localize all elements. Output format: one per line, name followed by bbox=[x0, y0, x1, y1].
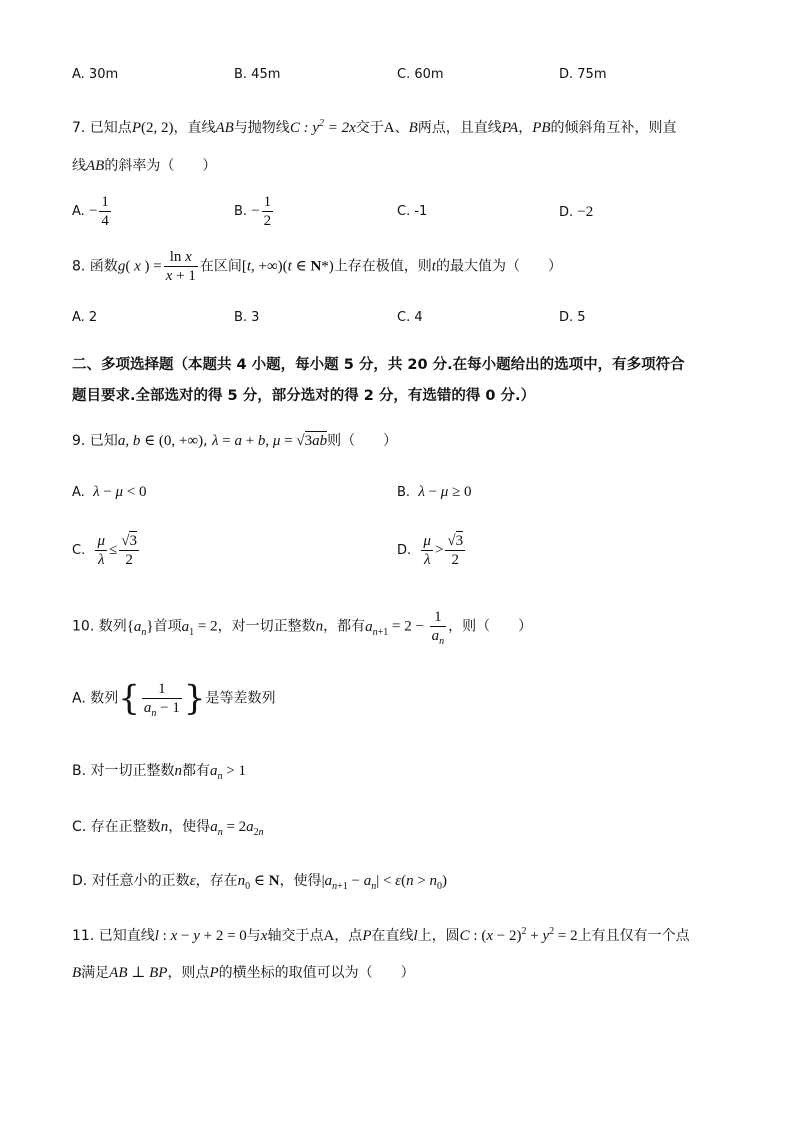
q7-option-c: C. -1 bbox=[397, 204, 428, 219]
q6-option-d: D. 75m bbox=[559, 67, 607, 82]
section-heading-line2: 题目要求.全部选对的得 5 分，部分选对的得 2 分，有选错的得 0 分.） bbox=[72, 388, 536, 404]
q9-option-d: D. $\frac{\mu}{\lambda}$ > $\frac{√3}{2}$ bbox=[397, 533, 464, 568]
q8-option-b: B. 3 bbox=[234, 310, 260, 325]
q7-option-b: B. − $\frac{1}{2}$ bbox=[234, 194, 272, 229]
q9-stem: 9. 已知a, b ∈ (0, +∞), λ = a + b, μ = √3ab则（ ） bbox=[72, 433, 398, 449]
q9-option-c: C. $\frac{\mu}{\lambda}$ ≤ $\frac{√3}{2}$ bbox=[72, 533, 137, 568]
q6-option-a: A. 30m bbox=[72, 67, 119, 82]
q11-stem-line2: B满足AB ⊥ BP，则点P的横坐标的取值可以为（ ） bbox=[72, 965, 415, 981]
q8-option-c: C. 4 bbox=[397, 310, 423, 325]
q11-stem-line1: 11. 已知直线l : x − y + 2 = 0与x轴交于点A，点P在直线l上，圆C : $(x - 2)^2 + y^2 = 2$上有且仅有一个点 bbox=[72, 926, 690, 944]
q10-option-c: C. 存在正整数n，使得$a_n = 2a_{2n}$ bbox=[72, 819, 264, 838]
q9-option-b: B. λ − μ ≥ 0 bbox=[397, 484, 472, 500]
q7-stem-line1: 7. 已知点P(2, 2)，直线AB与抛物线C : $y^2 = 2x$交于A、B两点，且直线PA，PB的倾斜角互补，则直 bbox=[72, 118, 677, 136]
section-heading-line1: 二、多项选择题（本题共 4 小题，每小题 5 分，共 20 分.在每小题给出的选项中，有多项符合 bbox=[72, 357, 685, 373]
q10-option-d: D. 对任意小的正数ε，存在$n_0$ ∈ N，使得$|a_{n+1} - a_n| < \varepsilon(n > n_0)$ bbox=[72, 873, 448, 892]
q8-stem: 8. 函数g( x ) = $\frac{\text{ln x}}{x + 1}$ 在区间[t, +∞)(t ∈ N*)上存在极值，则t的最大值为（ ） bbox=[72, 249, 562, 284]
q7-stem-line2: 线AB的斜率为（ ） bbox=[72, 158, 217, 174]
q10-stem: 10. 数列$\{a_n\}$首项$a_1 = 2$，对一切正整数n，都有$a_{n+1} = 2$ − $\frac{1}{a_n}$ ，则（ ） bbox=[72, 609, 533, 647]
q6-option-b: B. 45m bbox=[234, 67, 281, 82]
q10-option-b: B. 对一切正整数n都有$a_n > 1$ bbox=[72, 763, 246, 782]
q7-option-d: D. −2 bbox=[559, 204, 594, 220]
q10-option-a: A. 数列{ $\frac{1}{a_n - 1}$ }是等差数列 bbox=[72, 678, 276, 719]
q8-option-d: D. 5 bbox=[559, 310, 586, 325]
q6-option-c: C. 60m bbox=[397, 67, 444, 82]
q8-option-a: A. 2 bbox=[72, 310, 98, 325]
q7-option-a: A. − $\frac{1}{4}$ bbox=[72, 194, 109, 229]
q9-option-a: A. λ − μ < 0 bbox=[72, 484, 147, 500]
